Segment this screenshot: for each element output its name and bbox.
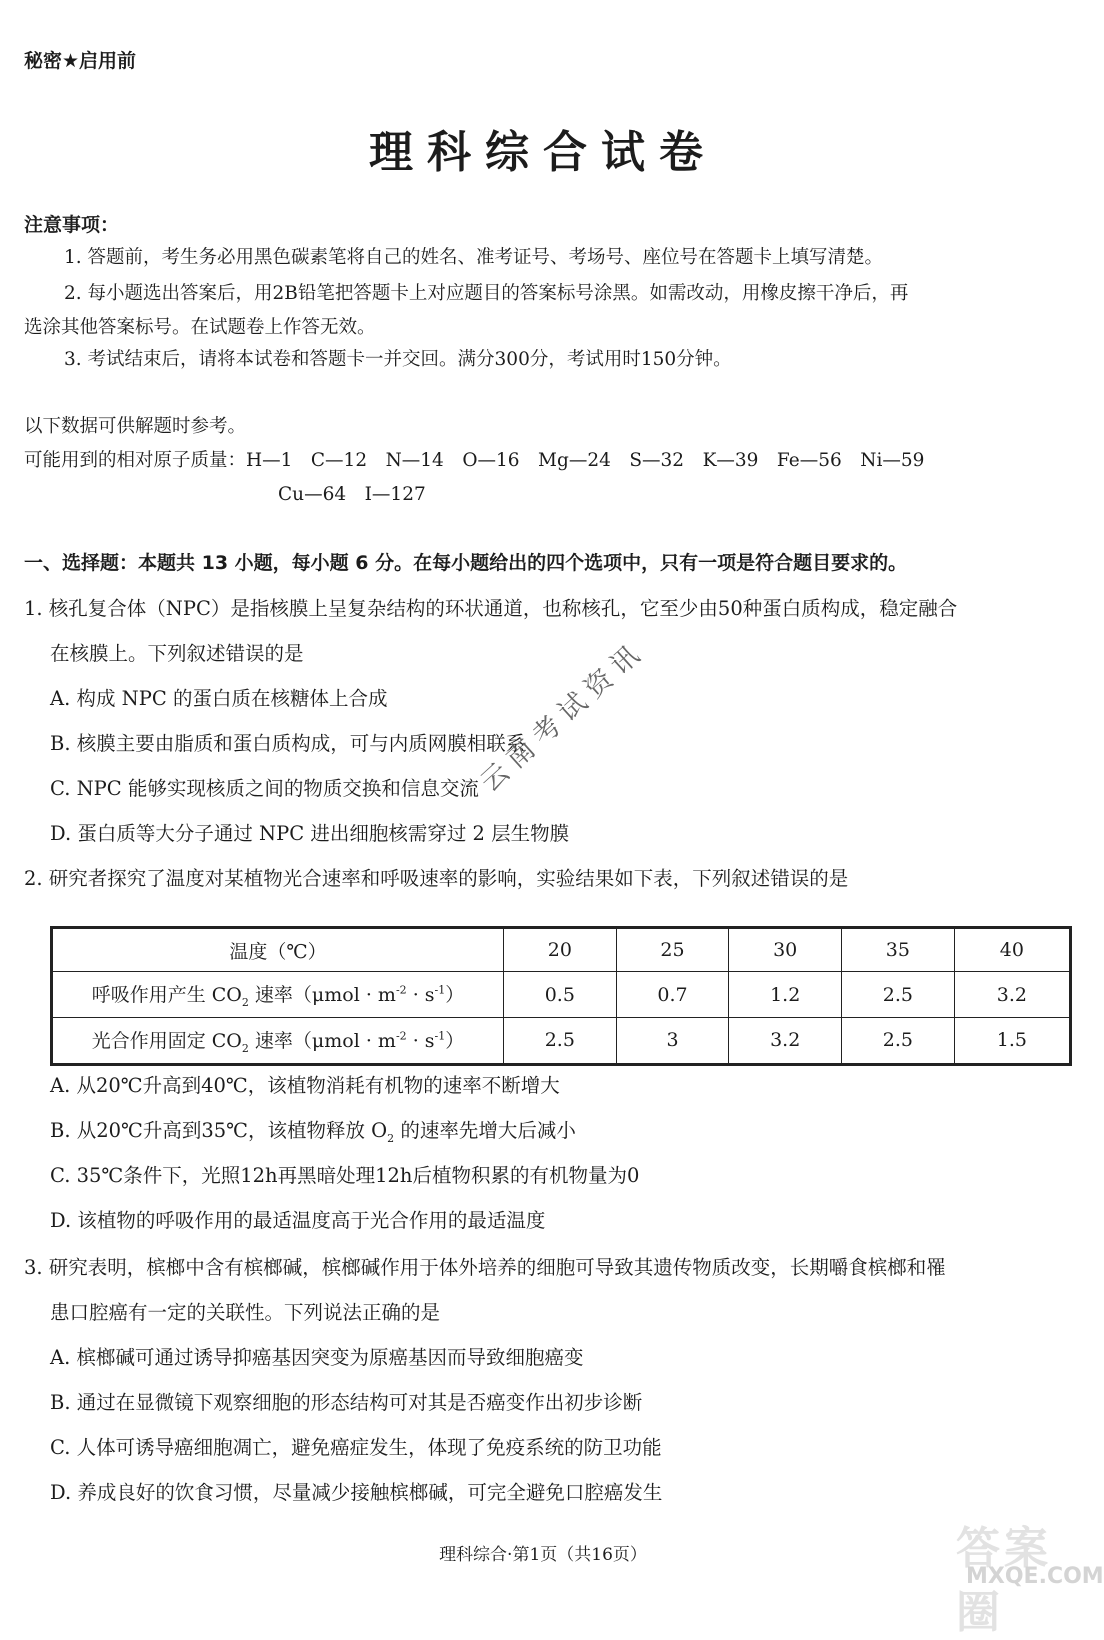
table-cell: 2.5: [504, 1017, 617, 1064]
q1-option-c: C. NPC 能够实现核质之间的物质交换和信息交流: [50, 777, 479, 800]
table-cell: 25: [616, 928, 729, 972]
q3-stem-line1: 3. 研究表明，槟榔中含有槟榔碱，槟榔碱作用于体外培养的细胞可导致其遗传物质改变，长期嚼食槟榔和罹: [24, 1256, 946, 1279]
page-title: 理科综合试卷: [369, 127, 717, 178]
atomic-masses-line1: 可能用到的相对原子质量：H—1 C—12 N—14 O—16 Mg—24 S—32 K—39 Fe—56 Ni—59: [24, 450, 925, 471]
table-cell: 1.5: [954, 1017, 1070, 1064]
q3-option-d: D. 养成良好的饮食习惯，尽量减少接触槟榔碱，可完全避免口腔癌发生: [50, 1481, 663, 1504]
table-cell: 1.2: [729, 972, 842, 1018]
table-cell: 0.5: [504, 972, 617, 1018]
q2-option-c: C. 35℃条件下，光照12h再黑暗处理12h后植物积累的有机物量为0: [50, 1164, 640, 1187]
q1-stem-line1: 1. 核孔复合体（NPC）是指核膜上呈复杂结构的环状通道，也称核孔，它至少由50种蛋白质构成，稳定融合: [24, 597, 958, 620]
q3-stem-line2: 患口腔癌有一定的关联性。下列说法正确的是: [50, 1301, 441, 1324]
q2-option-b: B. 从20℃升高到35℃，该植物释放 $O_2$ 的速率先增大后减小: [50, 1119, 576, 1145]
table-row-label-respiration: 呼吸作用产生 $CO_2$ 速率$(\mu mol \cdot m^{-2} \cdot s^{-1})$: [52, 972, 504, 1018]
q3-option-a: A. 槟榔碱可通过诱导抑癌基因突变为原癌基因而导致细胞癌变: [50, 1346, 584, 1369]
table-cell: 20: [504, 928, 617, 972]
table-cell: 0.7: [616, 972, 729, 1018]
q1-option-d: D. 蛋白质等大分子通过 NPC 进出细胞核需穿过 2 层生物膜: [50, 822, 570, 845]
q3-option-c: C. 人体可诱导癌细胞凋亡，避免癌症发生，体现了免疫系统的防卫功能: [50, 1436, 662, 1459]
q2-data-table: [50, 926, 1072, 1066]
table-cell: 35: [842, 928, 955, 972]
q2-option-d: D. 该植物的呼吸作用的最适温度高于光合作用的最适温度: [50, 1209, 546, 1232]
notice-item-2-line1: 2. 每小题选出答案后，用2B铅笔把答题卡上对应题目的答案标号涂黑。如需改动，用橡皮擦干净后，再: [64, 283, 909, 304]
table-row-label-photosynthesis: 光合作用固定 $CO_2$ 速率$(\mu mol \cdot m^{-2} \cdot s^{-1})$: [52, 1017, 504, 1064]
q2-stem: 2. 研究者探究了温度对某植物光合速率和呼吸速率的影响，实验结果如下表，下列叙述错误的是: [24, 867, 849, 890]
section-heading: 一、选择题：本题共 13 小题，每小题 6 分。在每小题给出的四个选项中，只有一项是符合题目要求的。: [24, 552, 908, 574]
table-cell: 2.5: [842, 972, 955, 1018]
table-cell: 3: [616, 1017, 729, 1064]
table-cell: 2.5: [842, 1017, 955, 1064]
table-header-temperature: 温度（℃）: [52, 928, 504, 972]
confidential-label: 秘密★启用前: [24, 50, 137, 72]
q3-option-b: B. 通过在显微镜下观察细胞的形态结构可对其是否癌变作出初步诊断: [50, 1391, 643, 1414]
table-cell: 3.2: [729, 1017, 842, 1064]
page-footer: 理科综合·第1页（共16页）: [439, 1545, 647, 1565]
notice-item-3: 3. 考试结束后，请将本试卷和答题卡一并交回。满分300分，考试用时150分钟。: [64, 349, 732, 370]
notice-item-1: 1. 答题前，考生务必用黑色碳素笔将自己的姓名、准考证号、考场号、座位号在答题卡上填写清楚。: [64, 247, 884, 268]
table-row: [52, 1017, 1071, 1064]
logo-glyph: 答案圈: [956, 1523, 1052, 1638]
notice-item-2-line2: 选涂其他答案标号。在试题卷上作答无效。: [24, 317, 376, 338]
table-cell: 30: [729, 928, 842, 972]
q2-option-a: A. 从20℃升高到40℃，该植物消耗有机物的速率不断增大: [50, 1074, 560, 1097]
table-cell: 40: [954, 928, 1070, 972]
atomic-masses-line2: Cu—64 I—127: [278, 484, 426, 505]
q1-option-b: B. 核膜主要由脂质和蛋白质构成，可与内质网膜相联系: [50, 732, 526, 755]
q1-stem-line2: 在核膜上。下列叙述错误的是: [50, 642, 304, 665]
site-logo: [950, 1512, 1104, 1638]
reference-intro: 以下数据可供解题时参考。: [24, 416, 247, 437]
table-row: [52, 972, 1071, 1018]
table-cell: 3.2: [954, 972, 1070, 1018]
notice-heading: 注意事项：: [24, 214, 120, 236]
table-row: [52, 928, 1071, 972]
logo-site-text: MXQE.COM: [966, 1564, 1104, 1589]
q1-option-a: A. 构成 NPC 的蛋白质在核糖体上合成: [50, 687, 388, 710]
watermark-text: 云南考试资讯: [474, 634, 652, 799]
